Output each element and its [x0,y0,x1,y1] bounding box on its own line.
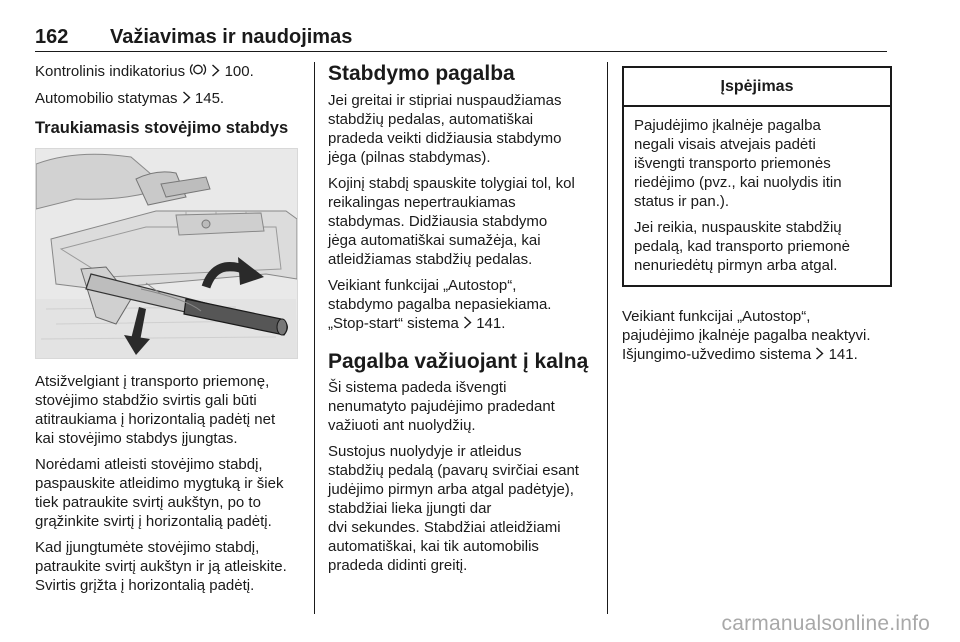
parking-reference-line: Automobilio statymas 145. [35,90,225,108]
warning-title: Įspėjimas [624,68,890,107]
body-paragraph: Norėdami atleisti stovėjimo stabdį, paspauskite atleidimo mygtuką ir šiek tiek patraukite svirtį aukštyn, po to grąžinkite svirtį į horizontalią padėtį. [35,455,284,530]
warning-body [624,107,890,285]
body-paragraph: Kad įjungtumėte stovėjimo stabdį, patraukite svirtį aukštyn ir ją atleiskite. Svirtis grįžta į horizontalią padėtį. [35,538,287,594]
indicator-line: Kontrolinis indikatorius 100. [35,62,303,82]
brake-assist-heading: Stabdymo pagalba [328,62,515,85]
parking-brake-heading: Traukiamasis stovėjimo stabdys [35,118,289,137]
body-paragraph: Veikiant funkcijai „Autostop“, stabdymo pagalba nepasiekiama. „Stop-start“ sistema 141. [328,277,552,332]
page-number: 162 [35,26,69,48]
column-middle [328,62,596,582]
column-divider-right [607,62,608,614]
column-divider-left [314,62,315,614]
body-paragraph: Ši sistema padeda išvengti nenumatyto pajudėjimo pradedant važiuoti ant nuolydžių. [328,378,555,434]
body-paragraph: Atsižvelgiant į transporto priemonę, stovėjimo stabdžio svirtis gali būti atitraukiama į horizontalią padėtį net kai stovėjimo stabdys įjungtas. [35,372,276,447]
column-right [622,62,892,372]
column-left [35,62,303,602]
body-paragraph: Kojinį stabdį spauskite tolygiai tol, kol reikalingas nepertraukiamas stabdymas. Didžiausia stabdymo jėga automatiškai sumažėja, kai atleidžiamas stabdžių pedalas. [328,175,575,268]
reference-arrow-icon [463,315,472,334]
reference-arrow-icon [182,90,191,109]
body-paragraph: Veikiant funkcijai „Autostop“, pajudėjimo įkalnėje pagalba neaktyvi. Išjungimo-užvedimo sistema 141. [622,308,871,363]
hill-start-assist-heading: Pagalba važiuojant į kalną [328,349,589,373]
brake-indicator-icon [189,62,207,82]
chapter-title: Važiavimas ir naudojimas [110,26,353,48]
watermark: carmanualsonline.info [721,612,930,635]
body-paragraph: Jei greitai ir stipriai nuspaudžiamas stabdžių pedalas, automatiškai pradeda veikti didžiausia stabdymo jėga (pilnas stabdymas). [328,92,562,166]
header-rule [35,51,887,52]
body-paragraph: Sustojus nuolydyje ir atleidus stabdžių pedalą (pavarų svirčiai esant judėjimo pirmyn arba atgal padėtyje), stabdžiai lieka įjungti dar dvi sekundes. Stabdžiai atleidžiami automatiškai, kai tik automobilis pradeda didinti greitį. [328,442,579,574]
parking-brake-illustration [35,148,298,359]
warning-box [622,66,892,287]
warning-paragraph: Jei reikia, nuspauskite stabdžių pedalą, kad transporto priemonė nenuriedėtų pirmyn arba atgal. [634,219,850,274]
warning-paragraph: Pajudėjimo įkalnėje pagalba negali visais atvejais padėti išvengti transporto priemonės riedėjimo (pvz., kai nuolydis itin status ir pan.). [634,117,842,210]
